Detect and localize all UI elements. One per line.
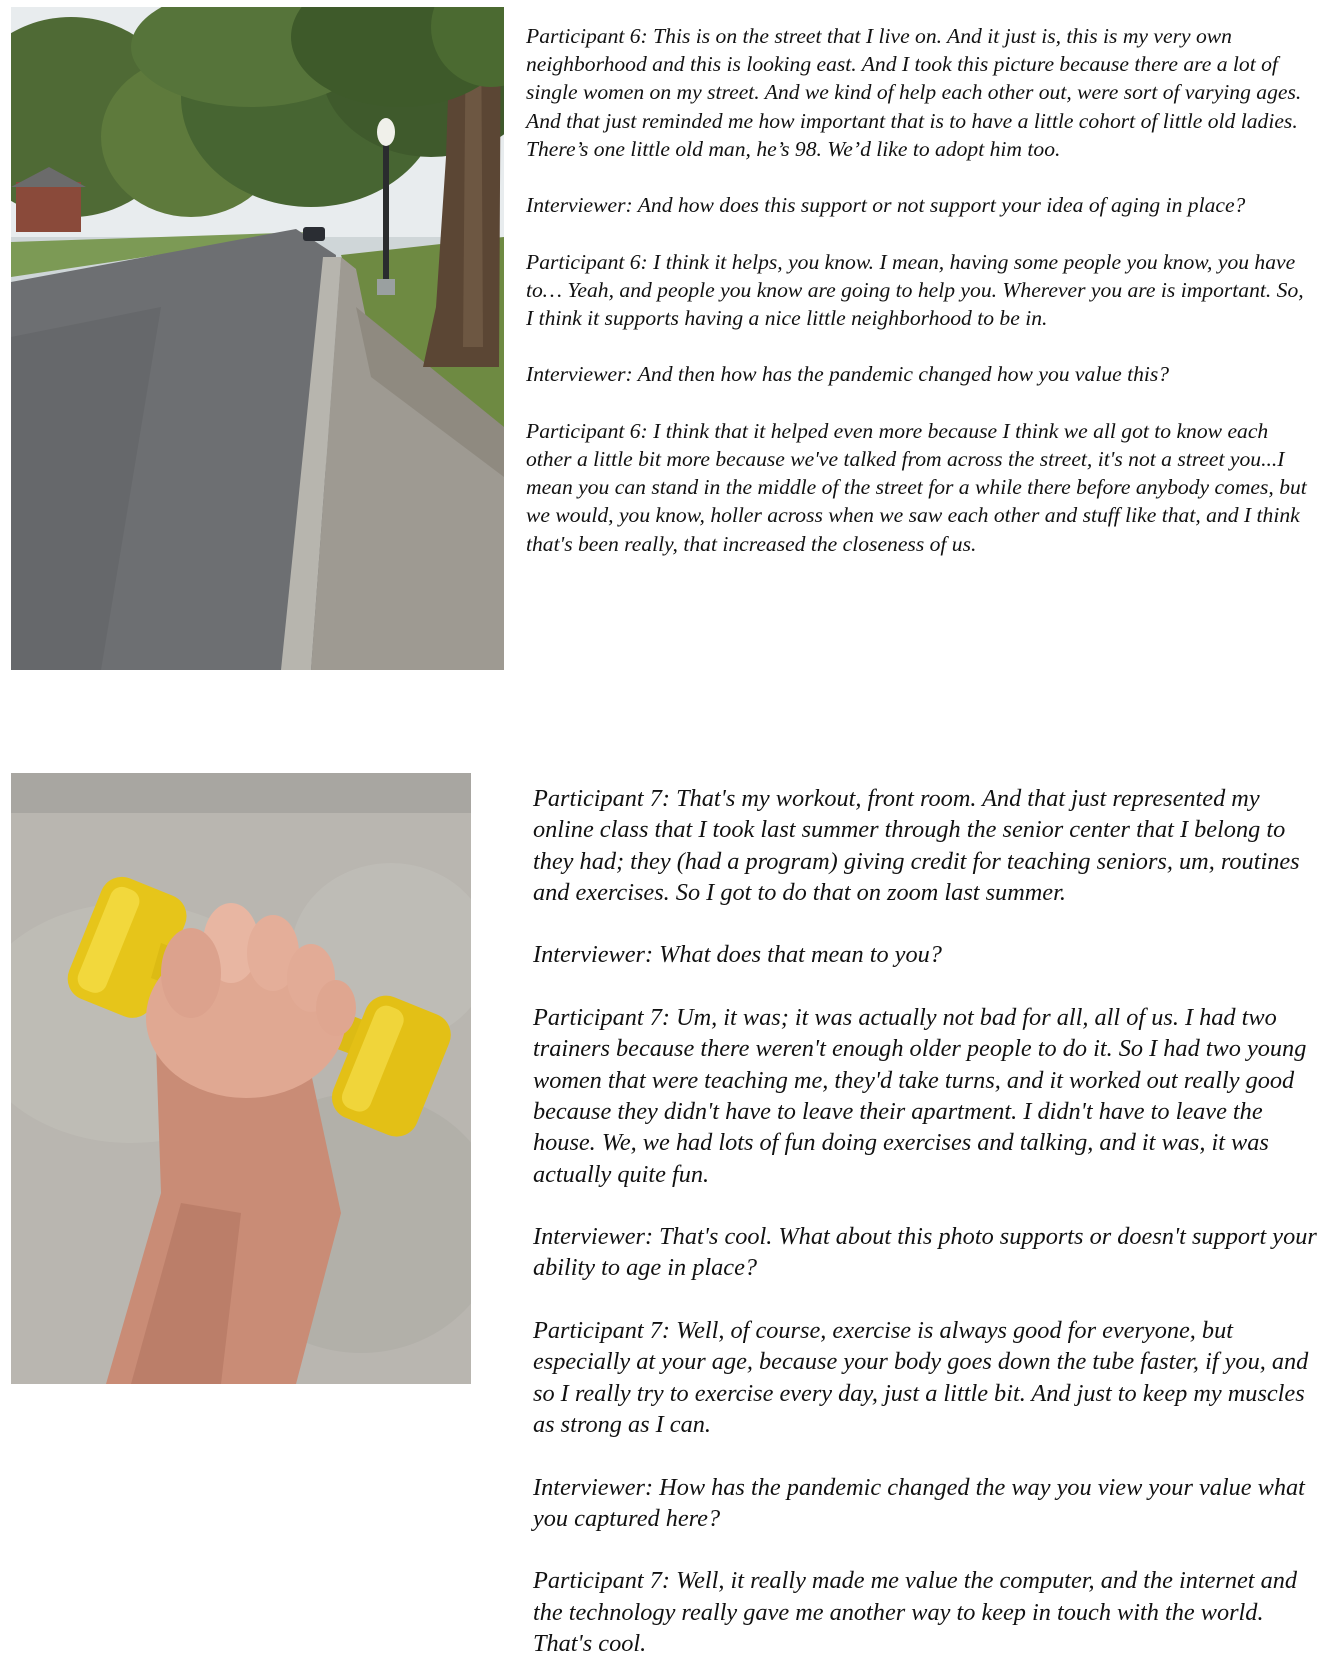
transcript-paragraph: Participant 7: That's my workout, front room. And that just represented my online class that I took last summer through the senior center that I belong to they had; they (had a program) giving credit for teaching seniors, um, routines and exercises. So I got to do that on zoom last summer.	[533, 785, 1300, 906]
transcript-paragraph: Interviewer: And then how has the pandemic changed how you value this?	[526, 362, 1170, 387]
transcript-paragraph: Participant 7: Well, it really made me value the computer, and the internet and the technology really gave me another way to keep in touch with the world. That's cool.	[533, 1567, 1298, 1658]
transcript-paragraph: Participant 6: I think that it helped even more because I think we all got to know each other a little bit more because we've talked from across the street, it's not a street you...I mean you can stand in the middle of the street for a while there before anybody comes, but we would, you know, holler across when we saw each other and stuff like that, and I think that's been really, that increased the closeness of us.	[526, 418, 1307, 556]
participant-7-transcript	[533, 783, 1323, 1659]
dumbbell-photo	[11, 773, 471, 1384]
street-photo	[11, 7, 504, 670]
street-photo-icon	[11, 7, 504, 670]
transcript-paragraph: Interviewer: What does that mean to you?	[533, 941, 942, 969]
participant-6-transcript	[526, 22, 1316, 558]
transcript-paragraph: Interviewer: How has the pandemic changed the way you view your value what you captured here?	[533, 1473, 1305, 1532]
transcript-paragraph: Interviewer: That's cool. What about this photo supports or doesn't support your ability to age in place?	[533, 1223, 1317, 1282]
transcript-paragraph: Participant 6: This is on the street that I live on. And it just is, this is my very own neighborhood and this is looking east. And I took this picture because there are a lot of single women on my street. And we kind of help each other out, were sort of varying ages. And that just reminded me how important that is to have a little cohort of little old ladies. There’s one little old man, he’s 98. We’d like to adopt him too.	[526, 24, 1302, 161]
transcript-paragraph: Interviewer: And how does this support or not support your idea of aging in place?	[526, 193, 1246, 218]
transcript-paragraph: Participant 6: I think it helps, you know. I mean, having some people you know, you have to… Yeah, and people you know are going to help you. Wherever you are is important. So, I think it supports having a nice little neighborhood to be in.	[526, 249, 1304, 330]
dumbbell-photo-icon	[11, 773, 471, 1384]
transcript-paragraph: Participant 7: Um, it was; it was actually not bad for all, all of us. I had two trainers because there weren't enough older people to do it. So I had two young women that were teaching me, they'd take turns, and it worked out really good because they didn't have to leave their apartment. I didn't have to leave the house. We, we had lots of fun doing exercises and talking, and it was, it was actually quite fun.	[533, 1004, 1307, 1188]
transcript-paragraph: Participant 7: Well, of course, exercise is always good for everyone, but especially at your age, because your body goes down the tube faster, if you, and so I really try to exercise every day, just a little bit. And just to keep my muscles as strong as I can.	[533, 1317, 1309, 1438]
